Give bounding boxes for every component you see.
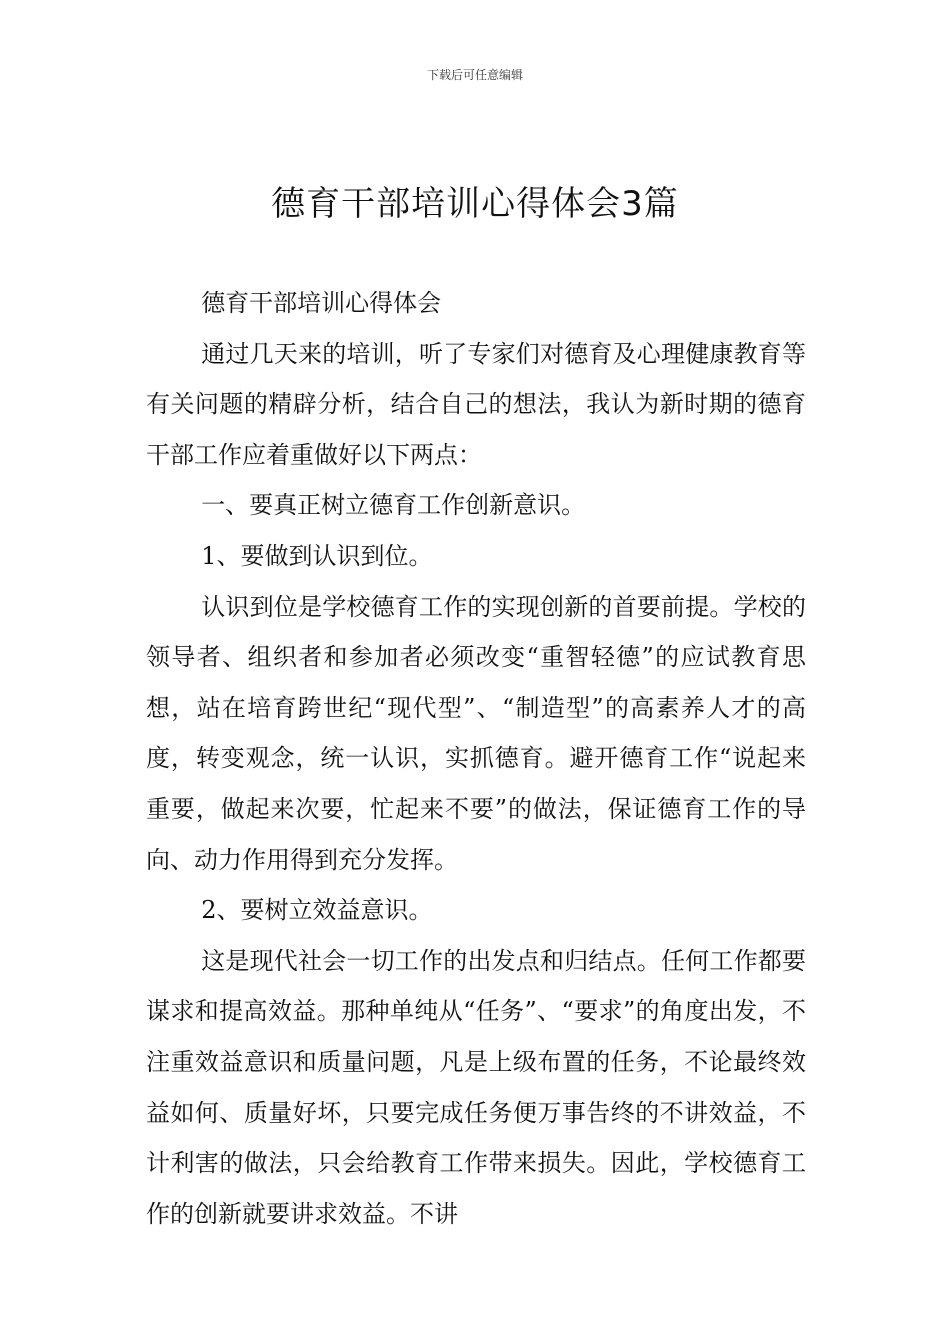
paragraph-heading-1: 一、要真正树立德育工作创新意识。 bbox=[201, 491, 586, 520]
paragraph-subheading-1: 1、要做到认识到位。 bbox=[201, 541, 433, 570]
document-title: 德育干部培训心得体会3篇 bbox=[271, 184, 679, 224]
paragraph-body-2: 这是现代社会一切工作的出发点和归结点。任何工作都要谋求和提高效益。那种单纯从“任务”、“要求”的角度出发，不注重效益意识和质量问题，凡是上级布置的任务，不论最终效益如何、质量好坏，只要完成任务便万事告终的不讲效益，不计利害的做法，只会给教育工作带来损失。因此，学校德育工作的创新就要讲求效益。不讲 bbox=[146, 946, 806, 1228]
document-body bbox=[146, 278, 806, 1239]
header-note: 下载后可任意编辑 bbox=[426, 68, 523, 82]
paragraph-intro: 通过几天来的培训，听了专家们对德育及心理健康教育等有关问题的精辟分析，结合自己的想法，我认为新时期的德育干部工作应着重做好以下两点： bbox=[146, 339, 806, 469]
paragraph-body-1: 认识到位是学校德育工作的实现创新的首要前提。学校的领导者、组织者和参加者必须改变“重智轻德”的应试教育思想，站在培育跨世纪“现代型”、“制造型”的高素养人才的高度，转变观念，统一认识，实抓德育。避开德育工作“说起来重要，做起来次要，忙起来不要”的做法，保证德育工作的导向、动力作用得到充分发挥。 bbox=[146, 592, 806, 874]
paragraph-subtitle: 德育干部培训心得体会 bbox=[201, 289, 442, 317]
paragraph-subheading-2: 2、要树立效益意识。 bbox=[201, 896, 433, 925]
